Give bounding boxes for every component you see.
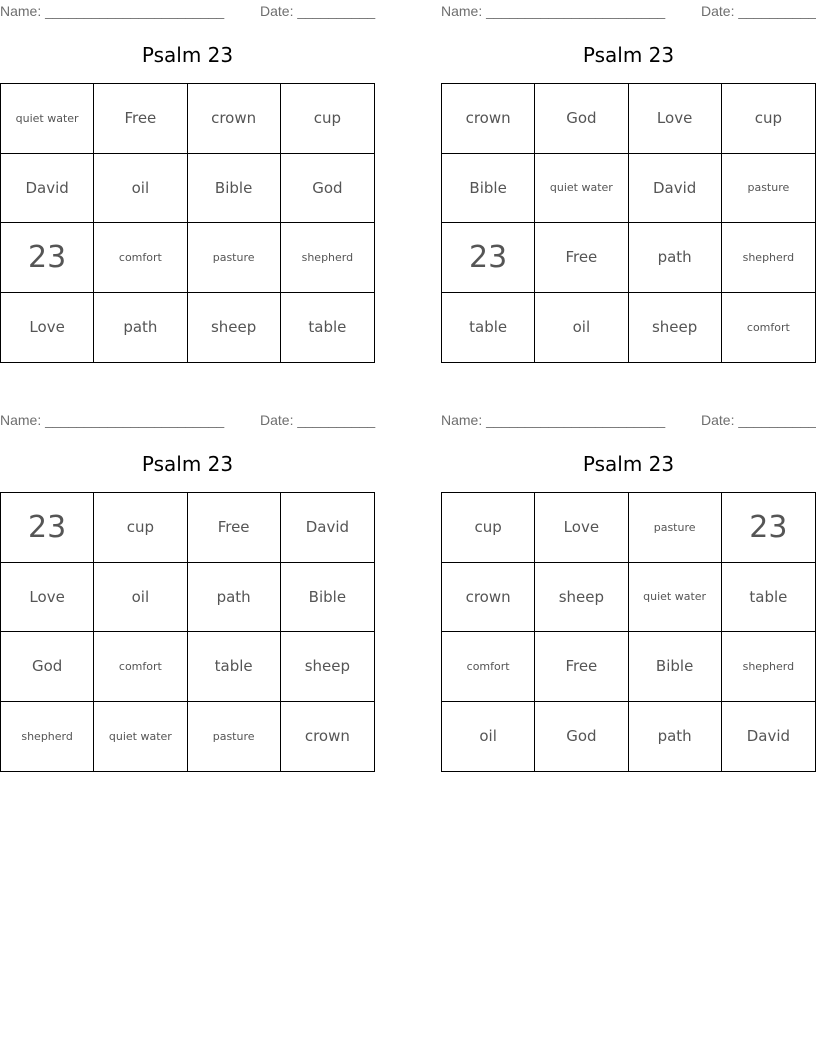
bingo-cell: cup bbox=[281, 84, 374, 154]
bingo-cell: Free bbox=[535, 632, 628, 702]
bingo-cell: Free bbox=[535, 223, 628, 293]
bingo-cell: shepherd bbox=[281, 223, 374, 293]
bingo-cell: pasture bbox=[629, 493, 722, 563]
name-field[interactable]: Name: _______________________ bbox=[441, 412, 666, 428]
bingo-grid bbox=[441, 492, 816, 772]
bingo-cell: oil bbox=[535, 293, 628, 363]
bingo-cell: crown bbox=[188, 84, 281, 154]
name-field[interactable]: Name: _______________________ bbox=[0, 412, 225, 428]
bingo-cell: Bible bbox=[281, 563, 374, 633]
name-field[interactable]: Name: _______________________ bbox=[0, 3, 225, 19]
bingo-grid bbox=[0, 492, 375, 772]
bingo-cell: Bible bbox=[442, 154, 535, 224]
bingo-cell: sheep bbox=[535, 563, 628, 633]
bingo-cell: shepherd bbox=[1, 702, 94, 772]
bingo-cell: oil bbox=[94, 563, 187, 633]
bingo-cell: quiet water bbox=[535, 154, 628, 224]
bingo-cell: crown bbox=[442, 84, 535, 154]
bingo-cell: Bible bbox=[188, 154, 281, 224]
date-field[interactable]: Date: __________ bbox=[260, 3, 376, 19]
card-title: Psalm 23 bbox=[141, 43, 234, 67]
bingo-cell: David bbox=[746, 727, 791, 746]
card-title: Psalm 23 bbox=[141, 452, 234, 476]
bingo-cell: God bbox=[535, 702, 628, 772]
bingo-card-3 bbox=[0, 409, 375, 774]
bingo-cell: Free bbox=[94, 84, 187, 154]
bingo-cell: cup bbox=[722, 84, 815, 154]
bingo-cell: cup bbox=[94, 493, 187, 563]
bingo-cell: shepherd bbox=[722, 632, 815, 702]
card-title: Psalm 23 bbox=[582, 452, 675, 476]
bingo-cell: Love bbox=[535, 493, 628, 563]
bingo-cell: quiet water bbox=[1, 84, 94, 154]
bingo-cell: table bbox=[188, 632, 281, 702]
bingo-cell: pasture bbox=[722, 154, 815, 224]
bingo-cell: oil bbox=[442, 702, 535, 772]
card-title: Psalm 23 bbox=[582, 43, 675, 67]
bingo-cell: Love bbox=[1, 563, 94, 633]
bingo-cell: God bbox=[281, 154, 374, 224]
date-field[interactable]: Date: __________ bbox=[260, 412, 376, 428]
bingo-cell: comfort bbox=[442, 632, 535, 702]
bingo-cell: pasture bbox=[188, 702, 281, 772]
bingo-cell: comfort bbox=[94, 632, 187, 702]
bingo-cell: sheep bbox=[629, 293, 722, 363]
bingo-cell: path bbox=[629, 223, 722, 293]
bingo-cell: crown bbox=[442, 563, 535, 633]
bingo-cell: path bbox=[629, 702, 722, 772]
bingo-cell: crown bbox=[304, 727, 350, 746]
bingo-cell: David bbox=[1, 154, 94, 224]
bingo-cell: David bbox=[281, 493, 374, 563]
bingo-grid bbox=[0, 83, 375, 363]
bingo-cell: oil bbox=[94, 154, 187, 224]
bingo-cell: Free bbox=[188, 493, 281, 563]
date-field[interactable]: Date: __________ bbox=[701, 3, 816, 19]
bingo-grid bbox=[441, 83, 816, 363]
bingo-card-2 bbox=[441, 0, 816, 365]
bingo-cell: Love bbox=[629, 84, 722, 154]
bingo-cell: path bbox=[94, 293, 187, 363]
bingo-cell: quiet water bbox=[629, 563, 722, 633]
bingo-cell: Love bbox=[1, 293, 94, 363]
bingo-cell: pasture bbox=[188, 223, 281, 293]
bingo-cell: 23 bbox=[1, 493, 94, 563]
bingo-cell: 23 bbox=[1, 223, 94, 293]
bingo-cell: shepherd bbox=[722, 223, 815, 293]
bingo-cell: comfort bbox=[94, 223, 187, 293]
bingo-cell: sheep bbox=[281, 632, 374, 702]
bingo-card-1 bbox=[0, 0, 375, 365]
bingo-cell: sheep bbox=[188, 293, 281, 363]
bingo-cell: comfort bbox=[746, 320, 790, 334]
bingo-cell: 23 bbox=[722, 493, 815, 563]
bingo-cell: table bbox=[308, 318, 347, 337]
bingo-cell: path bbox=[188, 563, 281, 633]
bingo-cell: table bbox=[442, 293, 535, 363]
bingo-cell: cup bbox=[442, 493, 535, 563]
bingo-cell: God bbox=[535, 84, 628, 154]
bingo-cell: 23 bbox=[442, 223, 535, 293]
bingo-cell: table bbox=[722, 563, 815, 633]
bingo-cell: God bbox=[1, 632, 94, 702]
name-field[interactable]: Name: _______________________ bbox=[441, 3, 666, 19]
bingo-cell: quiet water bbox=[94, 702, 187, 772]
bingo-cell: Bible bbox=[629, 632, 722, 702]
bingo-card-4 bbox=[441, 409, 816, 774]
bingo-cell: David bbox=[629, 154, 722, 224]
date-field[interactable]: Date: __________ bbox=[701, 412, 816, 428]
